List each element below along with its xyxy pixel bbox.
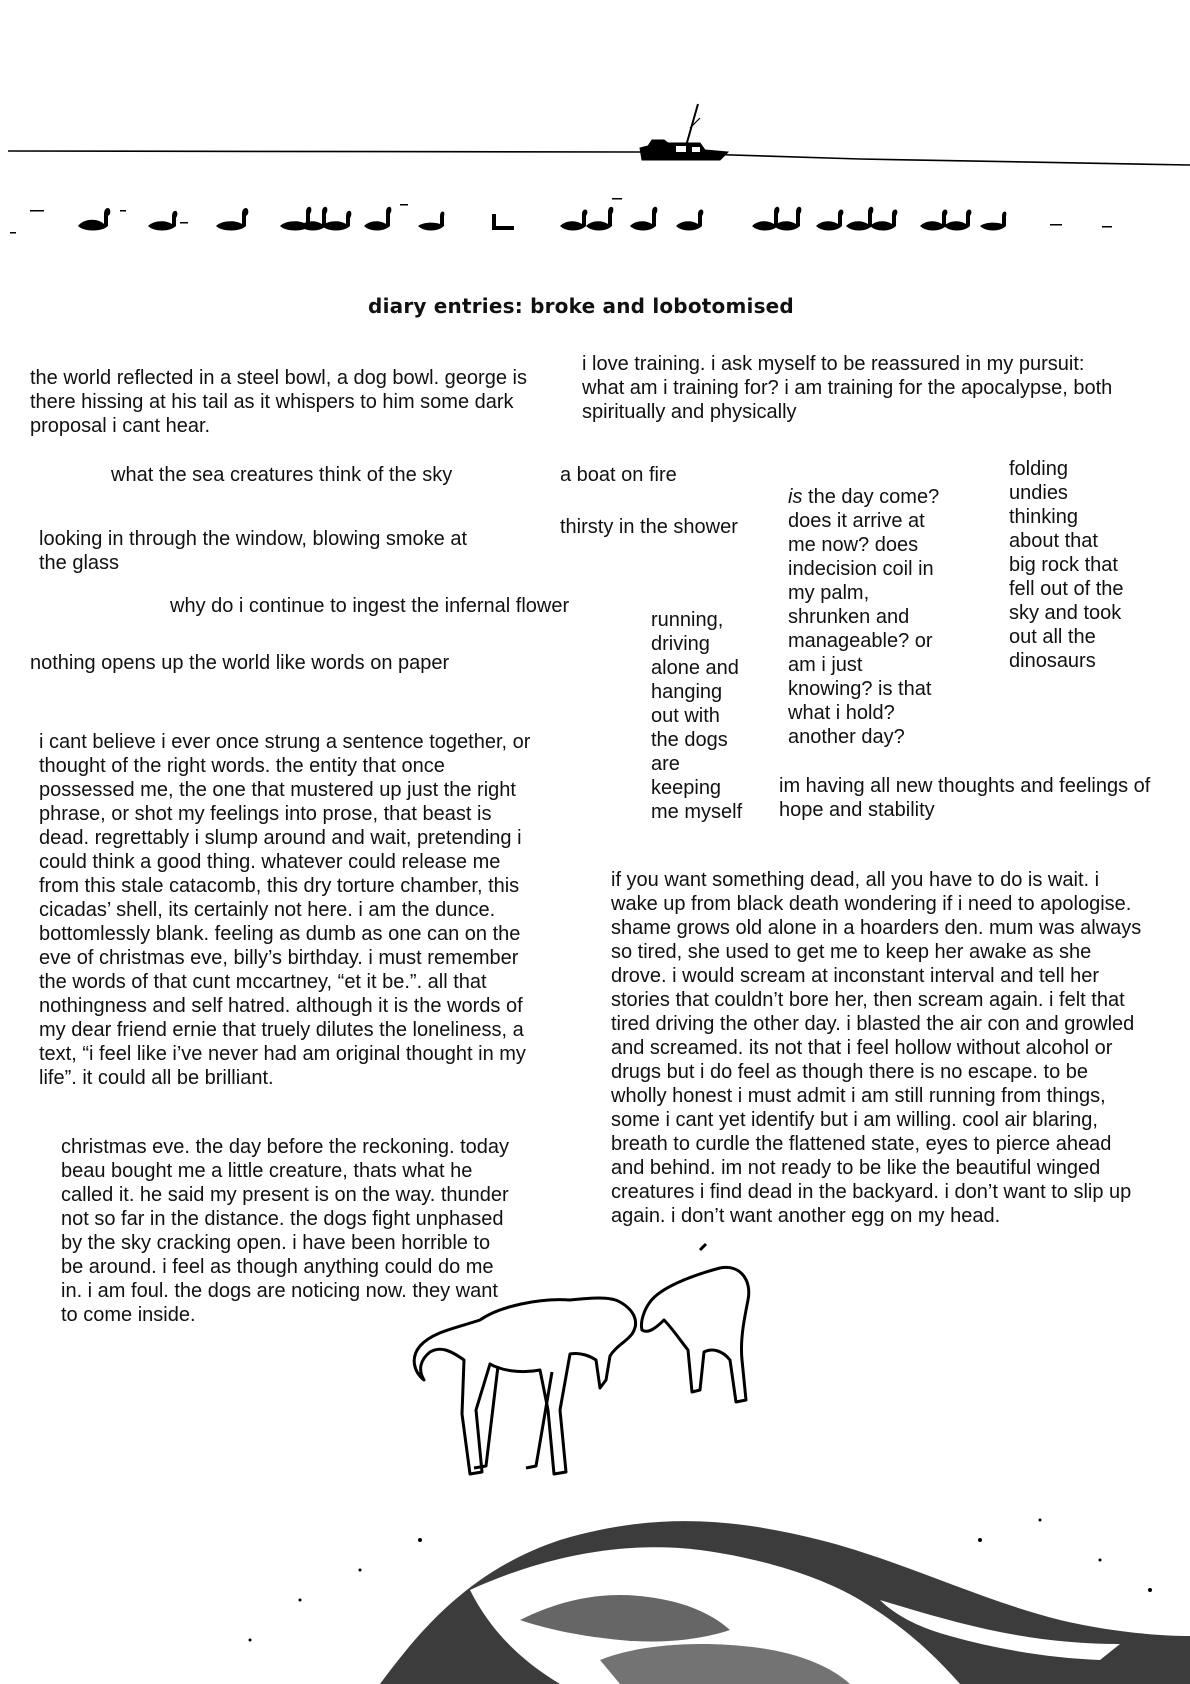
entry-thirsty: thirsty in the shower [560, 516, 738, 538]
entry-running: running, driving alone and hanging out with the dogs are keeping me myself [651, 609, 743, 823]
entry-sea-creatures: what the sea creatures think of the sky [111, 464, 453, 486]
page-title: diary entries: broke and lobotomised [368, 294, 794, 318]
entry-something-dead: if you want something dead, all you have to do is wait. i wake up from black death wondering if i need to apologise. shame grows old alone in a hoarders den. mum was always so tired, she used to get me to keep her awake as she drove. i would scream at inconstant interval and tell her stories that couldn’t bore her, then scream again. i felt that tired driving the other day. i blasted the air con and growled and screamed. its not that i feel hollow without alcohol or drugs but i do feel as though there is no escape. to be wholly honest i must admit i am still running from things, some i cant yet identify but i am willing. cool air blaring, breath to curdle the flattened state, eyes to pierce ahead and behind. im not ready to be like the beautiful winged creatures i find dead in the backyard. i don’t want to slip up again. i don’t want another egg on my head. [611, 869, 1142, 1227]
entry-window: looking in through the window, blowing smoke at the glass [39, 528, 468, 574]
entry-christmas-eve: christmas eve. the day before the reckoning. today beau bought me a little creature, thats what he called it. he said my present is on the way. thunder not so far in the distance. the dogs fight unphased by the sky cracking open. i have been horrible to be around. i feel as though anything could do me in. i am foul. the dogs are noticing now. they want to come inside. [61, 1136, 510, 1326]
entry-words-on-paper: nothing opens up the world like words on paper [30, 652, 450, 674]
entry-new-thoughts: im having all new thoughts and feelings of hope and stability [779, 775, 1151, 821]
entry-boat-on-fire: a boat on fire [560, 464, 677, 486]
boat-silhouette [640, 104, 728, 160]
dogs-shore-illustration [0, 1240, 1190, 1684]
dog-right [641, 1244, 748, 1402]
entry-steel-bowl: the world reflected in a steel bowl, a dog bowl. george is there hissing at his tail as it whispers to him some dark proposal i cant hear. [30, 367, 527, 437]
entry-folding: folding undies thinking about that big rock that fell out of the sky and took out all the dinosaurs [1009, 458, 1124, 672]
black-swans-row [10, 198, 1112, 234]
emphasis-is: is [788, 486, 803, 508]
entry-training: i love training. i ask myself to be reassured in my pursuit: what am i training for? i am training for the apocalypse, both spiritually and physically [582, 353, 1113, 423]
entry-day-come [788, 485, 939, 749]
dog-left [414, 1298, 635, 1474]
swans-horizon-illustration [0, 0, 1190, 260]
entry-day-come-text: the day come? does it arrive at me now? does indecision coil in my palm, shrunken and manageable? or am i just knowing? is that what i hold? another day? [788, 486, 940, 748]
entry-strung-sentence: i cant believe i ever once strung a sentence together, or thought of the right words. the entity that once possessed me, the one that mustered up just the right phrase, or shot my feelings into prose, that beast is dead. regrettably i slump around and wait, pretending i could think a good thing. whatever could release me from this stale catacomb, this dry torture chamber, this cicadas’ shell, its certainly not here. i am the dunce. bottomlessly blank. feeling as dumb as one can on the eve of christmas eve, billy’s birthday. i must remember the words of that cunt mccartney, “et it be.”. all that nothingness and self hatred. although it is the words of my dear friend ernie that truely dilutes the loneliness, a text, “i feel like i’ve never had am original thought in my life”. it could all be brilliant. [39, 731, 531, 1089]
ground-texture [249, 1519, 1190, 1684]
horizon-line [8, 151, 1190, 165]
entry-infernal-flower: why do i continue to ingest the infernal flower [170, 595, 570, 617]
